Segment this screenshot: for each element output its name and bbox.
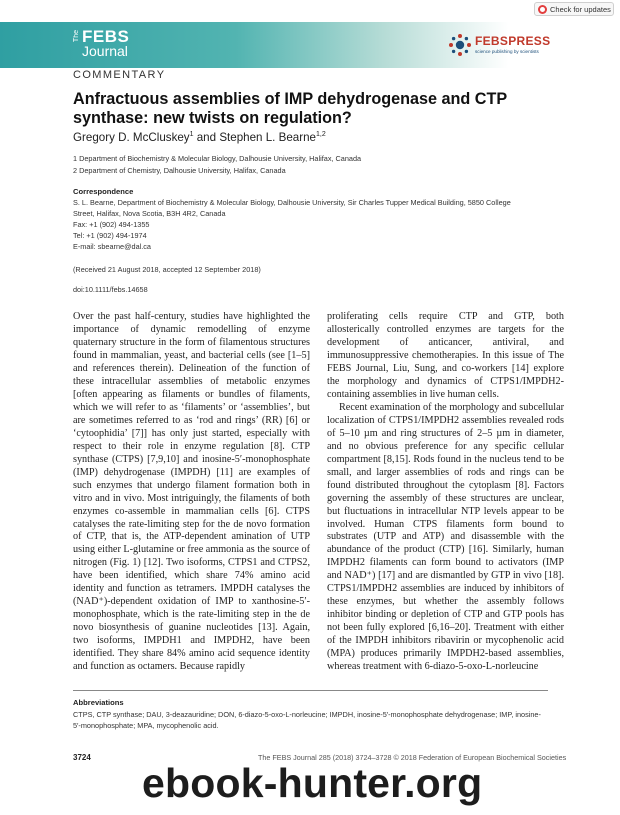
- affiliation: 2 Department of Chemistry, Dalhousie University, Halifax, Canada: [73, 166, 286, 175]
- author-name[interactable]: Gregory D. McCluskey: [73, 131, 190, 144]
- logo-the: The: [73, 30, 80, 43]
- abbreviations-heading: Abbreviations: [73, 698, 124, 707]
- correspondence-block: [73, 197, 553, 252]
- doi-link[interactable]: doi:10.1111/febs.14658: [73, 285, 148, 294]
- author-list: [73, 131, 326, 144]
- check-for-updates-label: Check for updates: [550, 4, 611, 14]
- logo-journal: Journal: [82, 43, 128, 59]
- affiliation: 1 Department of Biochemistry & Molecular Biology, Dalhousie University, Halifax, Canada: [73, 154, 362, 163]
- section-label: COMMENTARY: [73, 69, 166, 81]
- author-affiliation-mark: 1,2: [316, 131, 326, 139]
- page-number: 3724: [73, 753, 91, 762]
- update-icon: [538, 5, 547, 14]
- correspondence-tel: Tel: +1 (902) 494-1974: [73, 231, 147, 240]
- body-paragraph: Over the past half-century, studies have highlighted the importance of dynamic remodelling of enzyme quaternary structure in the form of filamentous structures found in mammalian, yeast, and bacterial cells (see [1–5] and references therein). Delineation of the function of these intracellular assemblies of metabolic enzymes [often appearing as filaments or bundles of filaments, which we will refer to as ‘filaments’ or ‘assemblies’, but are sometimes referred to as ‘rod and rings’ (RR) [6] or ‘cytoophidia’ [7]] has only just started, especially with respect to their role in enzyme regulation [8]. CTP synthase (CTPS) [7,9,10] and inosine-5′-monophosphate (IMP) dehydrogenase (IMPDH) [11] are examples of such enzymes that undergo filament formation both in vitro and in vivo. Most intriguingly, the filaments of both enzymes co-assemble in mammalian cells [6]. CTPS catalyses the rate-limiting step for the de novo formation of CTP, that is, the ATP-dependent amination of UTP using either L-glutamine or free ammonia as the source of nitrogen (Fig. 1) [12]. Two isoforms, CTPS1 and CTPS2, have been identified, which share 74% amino acid identity and function as tetramers. IMPDH catalyses the (NAD⁺)-dependent oxidation of IMP to xanthosine-5′-monophosphate, which is the rate-limiting step in the de novo biosynthesis of guanine nucleotides [13]. Again, two isoforms, IMPDH1 and IMPDH2, have been identified. They share 84% amino acid sequence identity and function as octamers. Because rapidly: [73, 311, 310, 673]
- correspondence-fax: Fax: +1 (902) 494-1355: [73, 220, 150, 229]
- abbreviations-divider: [73, 690, 548, 691]
- author-name[interactable]: Stephen L. Bearne: [219, 131, 317, 144]
- footer-citation: The FEBS Journal 285 (2018) 3724–3728 © 2018 Federation of European Biochemical Societies: [258, 753, 567, 762]
- check-for-updates-badge[interactable]: [534, 2, 614, 16]
- body-paragraph: Recent examination of the morphology and subcellular localization of CTPS1/IMPDH2 assemblies revealed rods of 5–10 µm and ring structures of 2–5 µm in diameter, and no obvious preference for any specific cellular compartment [8,15]. Rods found in the nucleus tend to be small, and larger assemblies of rods and rings can be found distributed throughout the cytoplasm [8]. Factors governing the assembly of these structures are unclear, but fluctuations in intracellular NTP levels appear to be involved. Human CTPS filaments form bound to substrates (UTP and ATP) and disassemble with the abundance of the product (CTP) [16]. Similarly, human IMPDH2 filaments can form bound to activators (IMP and NAD⁺) [17] and are dismantled by GTP in vivo [18]. CTPS1/IMPDH2 assemblies are induced by inhibitors of these enzymes, but whether the assembly follows inhibitor binding or depletion of CTP and GTP pools has not been fully explored [6,16–20]. Treatment with either of the IMPDH inhibitors ribavirin or mycophenolic acid (MPA) produces primarily IMPDH2-based assemblies, whereas treatment with 6-diazo-5-oxo-L-norleucine: [327, 401, 564, 673]
- article-title: Anfractuous assemblies of IMP dehydrogenase and CTP synthase: new twists on regulation?: [73, 90, 507, 127]
- correspondence-email[interactable]: E-mail: sbearne@dal.ca: [73, 242, 151, 251]
- correspondence-heading: Correspondence: [73, 187, 134, 196]
- received-dates: (Received 21 August 2018, accepted 12 September 2018): [73, 265, 261, 274]
- correspondence-line: Street, Halifax, Nova Scotia, B3H 4R2, Canada: [73, 209, 226, 218]
- press-tagline: science publishing by scientists: [475, 49, 539, 54]
- body-column-left: [73, 311, 310, 674]
- abbreviations-text: CTPS, CTP synthase; DAU, 3-deazauridine; DON, 6-diazo-5-oxo-L-norleucine; IMPDH, inosine-5′-monophosphate dehydrogenase; IMP, inosine-5′-monophosphate; MPA, mycophenolic acid.: [73, 710, 541, 730]
- febs-press-dots-icon: [448, 33, 472, 57]
- watermark: ebook-hunter.org: [142, 760, 483, 806]
- logo-febs: FEBS: [82, 27, 130, 46]
- febs-press-logo: [448, 30, 568, 60]
- body-column-right: [327, 311, 564, 674]
- correspondence-line: S. L. Bearne, Department of Biochemistry & Molecular Biology, Dalhousie University, Sir Charles Tupper Medical Building, 5850 College: [73, 198, 511, 207]
- author-separator: and: [193, 131, 220, 144]
- body-paragraph: proliferating cells require CTP and GTP, both allosterically controlled enzymes are targets for the development of anticancer, antiviral, and immunosuppressive chemotherapies. In this issue of The FEBS Journal, Liu, Sung, and co-workers [14] explore the morphology and dynamics of CTPS1/IMPDH2-containing assemblies in live human cells.: [327, 311, 564, 400]
- press-name: FEBSPRESS: [475, 34, 551, 48]
- author-affiliation-mark: 1: [189, 131, 194, 139]
